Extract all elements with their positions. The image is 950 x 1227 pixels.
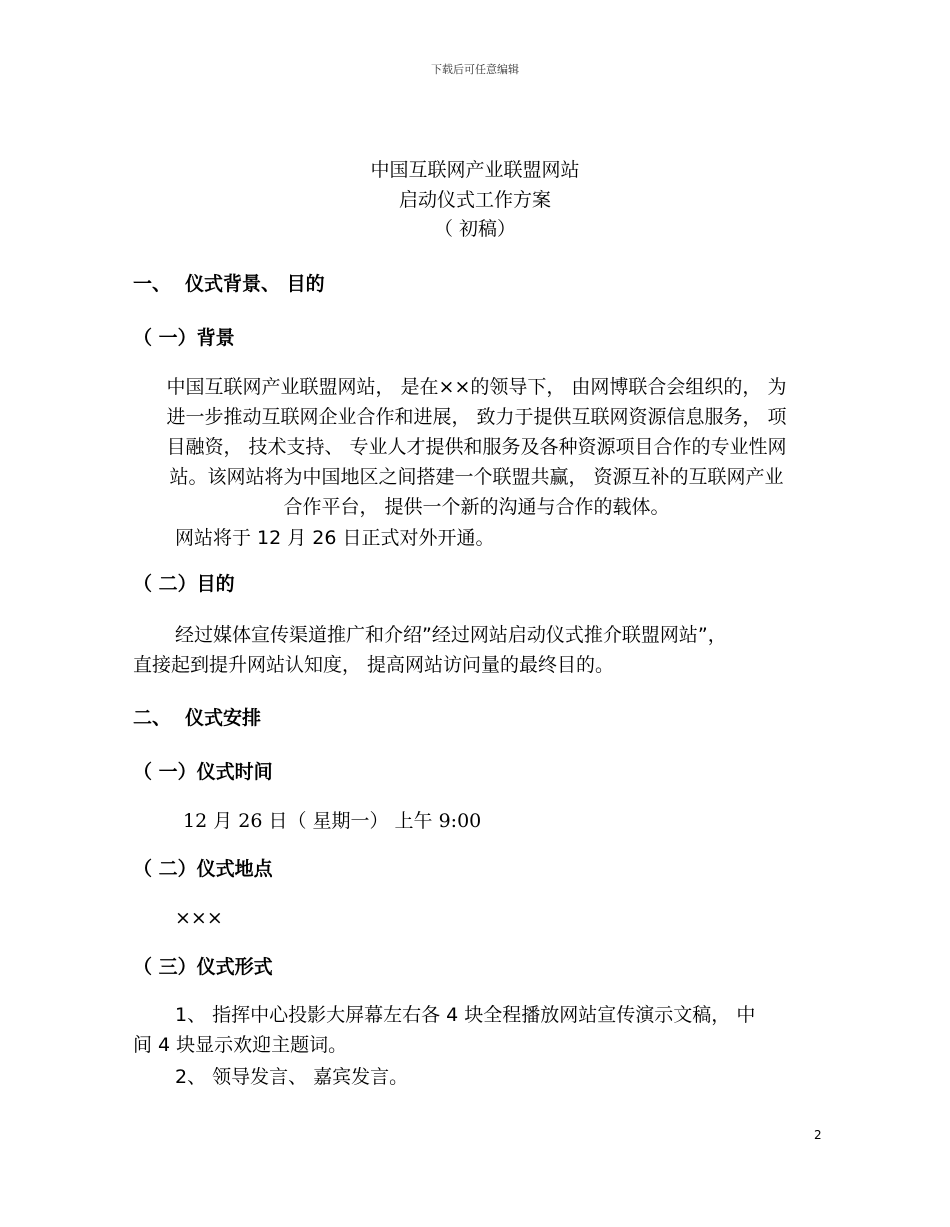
section1-sub2-heading: （ 二）目的 bbox=[133, 573, 235, 595]
background-line: 目融资， 技术支持、 专业人才提供和服务及各种资源项目合作的专业性网 bbox=[166, 436, 787, 458]
section1-title: 仪式背景、 目的 bbox=[185, 273, 325, 295]
ceremony-location: ××× bbox=[175, 907, 223, 929]
page-number: 2 bbox=[814, 1128, 822, 1142]
section2-sub2-heading: （ 二）仪式地点 bbox=[133, 858, 273, 880]
ceremony-form-item1-line1: 1、 指挥中心投影大屏幕左右各 4 块全程播放网站宣传演示文稿， 中 bbox=[175, 1004, 756, 1026]
background-line: 合作平台， 提供一个新的沟通与合作的载体。 bbox=[283, 496, 670, 518]
background-line: 进一步推动互联网企业合作和进展， 致力于提供互联网资源信息服务， 项 bbox=[166, 406, 787, 428]
section1-heading bbox=[133, 272, 325, 296]
purpose-line1: 经过媒体宣传渠道推广和介绍”经过网站启动仪式推介联盟网站”， bbox=[175, 624, 727, 646]
document-title-line3: （ 初稿） bbox=[433, 218, 517, 240]
ceremony-time: 12 月 26 日（ 星期一） 上午 9:00 bbox=[183, 810, 482, 832]
section2-sub3-heading: （ 三）仪式形式 bbox=[133, 956, 273, 978]
ceremony-form-item2: 2、 领导发言、 嘉宾发言。 bbox=[175, 1066, 409, 1088]
background-paragraph bbox=[133, 372, 820, 522]
section2-sub1-heading: （ 一）仪式时间 bbox=[133, 761, 273, 783]
document-title-line1: 中国互联网产业联盟网站 bbox=[370, 159, 580, 181]
section2-title: 仪式安排 bbox=[185, 707, 262, 729]
section1-number: 一、 bbox=[133, 273, 172, 295]
launch-date-line: 网站将于 12 月 26 日正式对外开通。 bbox=[175, 527, 495, 549]
background-line: 站。该网站将为中国地区之间搭建一个联盟共赢， 资源互补的互联网产业 bbox=[169, 466, 784, 488]
ceremony-form-item1-line2: 间 4 块显示欢迎主题词。 bbox=[133, 1034, 348, 1056]
purpose-line2: 直接起到提升网站认知度， 提高网站访问量的最终目的。 bbox=[133, 654, 615, 676]
section2-number: 二、 bbox=[133, 707, 172, 729]
section1-sub1-heading: （ 一）背景 bbox=[133, 327, 235, 349]
header-note: 下载后可任意编辑 bbox=[431, 63, 519, 76]
background-line: 中国互联网产业联盟网站， 是在××的领导下， 由网博联合会组织的， 为 bbox=[166, 376, 787, 398]
section2-heading bbox=[133, 706, 261, 730]
document-title-line2: 启动仪式工作方案 bbox=[398, 189, 551, 211]
